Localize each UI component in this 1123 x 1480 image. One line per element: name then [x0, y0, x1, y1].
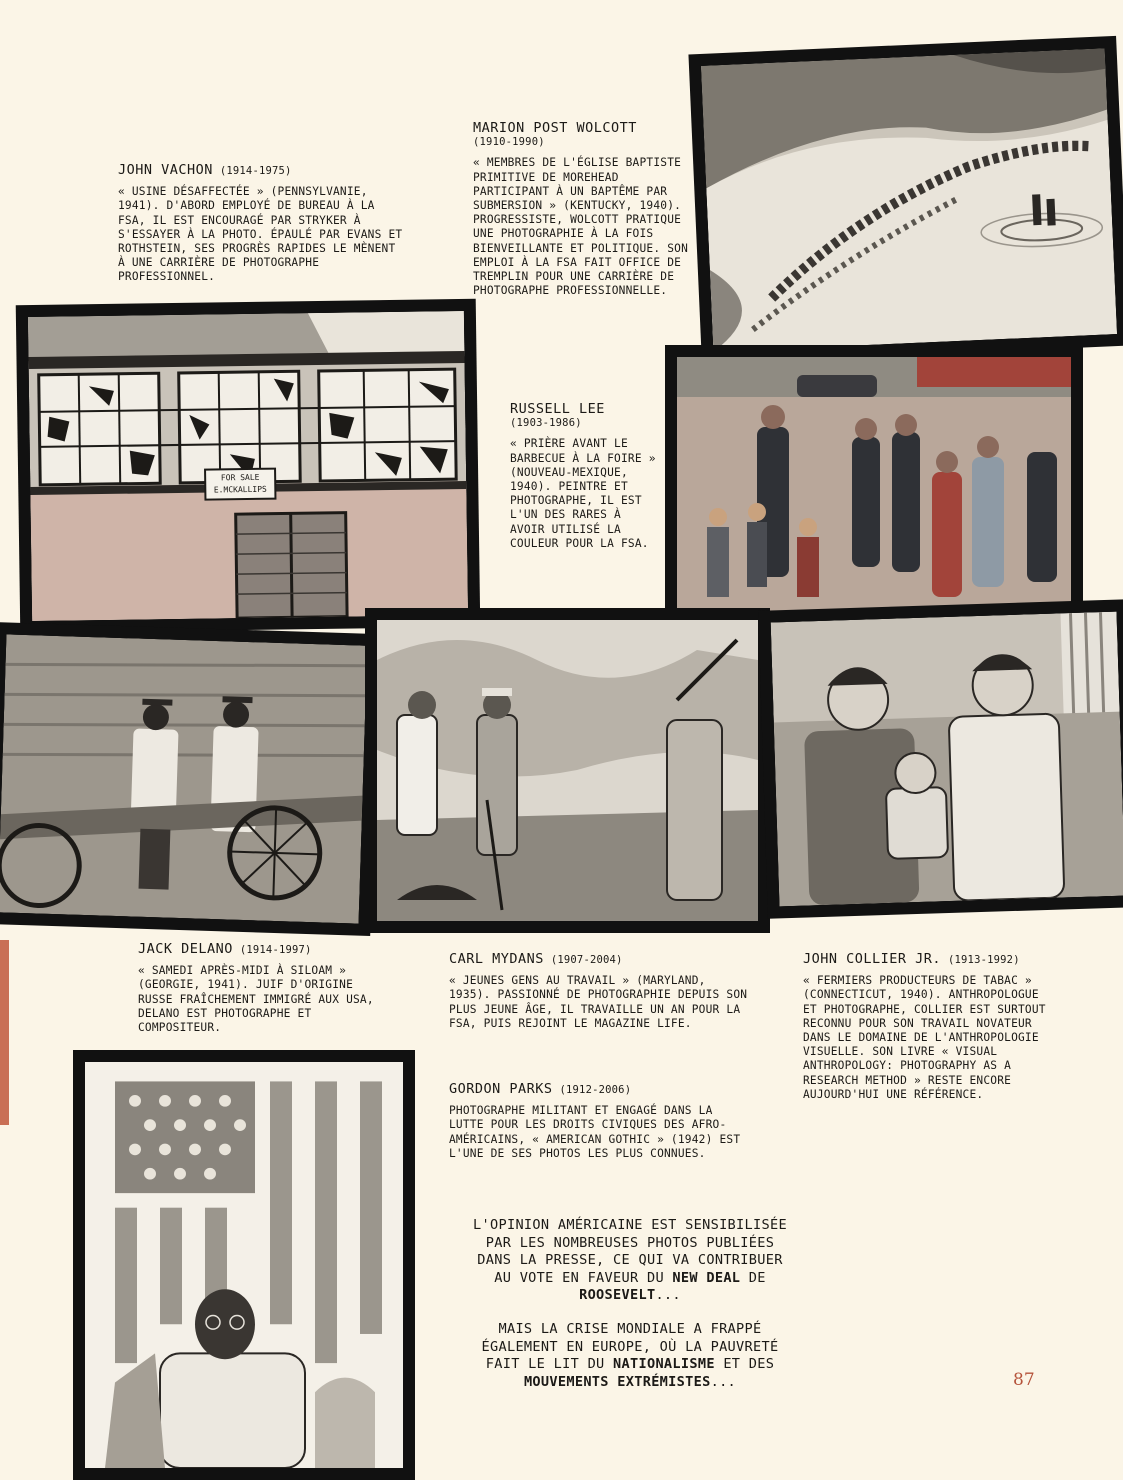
caption-vachon — [118, 163, 403, 285]
emphasis-nationalisme: NATIONALISME — [613, 1356, 715, 1373]
emphasis-mouvements-extremistes: MOUVEMENTS EXTRÉMISTES — [523, 1373, 711, 1390]
illustration-factory — [28, 311, 468, 621]
caption-lee — [510, 402, 660, 551]
photographer-name: RUSSELL LEE — [510, 401, 605, 417]
photographer-name: JACK DELANO — [138, 941, 233, 957]
photographer-dates: (1914-1997) — [239, 944, 312, 956]
caption-text: PHOTOGRAPHE MILITANT ET ENGAGÉ DANS LA LUTTE POUR LES DROITS CIVIQUES DES AFRO-AMÉRICAINS, « AMERICAN GOTHIC » (1942) EST L'UNE DE SES PHOTOS LES PLUS CONNUES. — [449, 1104, 741, 1160]
illustration-baptism — [701, 48, 1117, 351]
photographer-dates: (1903-1986) — [510, 417, 582, 430]
photographer-name: JOHN VACHON — [118, 162, 213, 178]
illustration-prayer-fair — [677, 357, 1071, 623]
caption-text: « USINE DÉSAFFECTÉE » (PENNSYLVANIE, 1941). D'ABORD EMPLOYÉ DE BUREAU À LA FSA, IL EST ENCOURAGÉ PAR STRYKER À S'ESSAYER À LA PHOTO. ÉPAULÉ PAR EVANS ET ROTHSTEIN, SES PROGRÈS RAPIDES LE MÈNENT À UNE CARRIÈRE DE PHOTOGRAPHE PROFESSIONNEL. — [118, 185, 403, 284]
page-edge-strip — [0, 940, 9, 1125]
photographer-dates: (1907-2004) — [550, 954, 623, 966]
text-run: MAIS LA CRISE MONDIALE A FRAPPÉ ÉGALEMENT EN EUROPE, OÙ LA PAUVRETÉ FAIT LE LIT DU — [481, 1320, 779, 1373]
photographer-name: MARION POST WOLCOTT — [473, 120, 637, 136]
caption-text: « JEUNES GENS AU TRAVAIL » (MARYLAND, 1935). PASSIONNÉ DE PHOTOGRAPHIE DEPUIS SON PLUS JEUNE ÂGE, IL TRAVAILLE UN AN POUR LA FSA, PUIS REJOINT LE MAGAZINE LIFE. — [449, 974, 748, 1030]
photographer-name: JOHN COLLIER JR. — [803, 951, 942, 967]
panel-vachon-factory — [16, 299, 481, 633]
caption-text: « MEMBRES DE L'ÉGLISE BAPTISTE PRIMITIVE DE MOREHEAD PARTICIPANT À UN BAPTÊME PAR SUBMERSION » (KENTUCKY, 1940). PROGRESSISTE, WOLCOTT PRATIQUE UNE PHOTOGRAPHIE À LA FOIS BIENVEILLANTE ET POLITIQUE. SON EMPLOI À LA FSA FAIT OFFICE DE TREMPLIN POUR UNE CARRIÈRE DE PHOTOGRAPHE PROFESSIONNELLE. — [473, 156, 688, 298]
illustration-american-gothic — [85, 1062, 403, 1468]
caption-wolcott — [473, 121, 688, 298]
panel-wolcott-baptism — [688, 36, 1123, 364]
caption-collier — [803, 952, 1053, 1102]
page-number: 87 — [1013, 1370, 1035, 1390]
closing-paragraph-1 — [470, 1217, 790, 1305]
panel-collier-family — [758, 599, 1123, 918]
photographer-name: CARL MYDANS — [449, 951, 544, 967]
photographer-name: GORDON PARKS — [449, 1081, 553, 1097]
sign-text-2: E.MCKALLIPS — [213, 484, 267, 495]
caption-text: « FERMIERS PRODUCTEURS DE TABAC » (CONNECTICUT, 1940). ANTHROPOLOGUE ET PHOTOGRAPHE, COLLIER EST SURTOUT RECONNU POUR SON TRAVAIL NOVATEUR DANS LE DOMAINE DE L'ANTHROPOLOGIE VISUELLE. SON LIVRE « VISUAL ANTHROPOLOGY: PHOTOGRAPHY AS A RESEARCH METHOD » RESTE ENCORE AUJOURD'HUI UNE RÉFÉRENCE. — [803, 974, 1046, 1101]
panel-lee-fair — [665, 345, 1083, 635]
closing-narration — [470, 1217, 790, 1407]
closing-paragraph-2 — [470, 1321, 790, 1391]
caption-text: « PRIÈRE AVANT LE BARBECUE À LA FOIRE » (NOUVEAU-MEXIQUE, 1940). PEINTRE ET PHOTOGRAPHE, IL EST L'UN DES RARES À AVOIR UTILISÉ LA COULEUR POUR LA FSA. — [510, 437, 656, 550]
illustration-tobacco-farmers — [771, 612, 1123, 907]
text-run: ... — [710, 1373, 737, 1390]
panel-parks-american-gothic — [73, 1050, 415, 1480]
panel-mydans-workers — [365, 608, 770, 933]
text-run: L'OPINION AMÉRICAINE EST SENSIBILISÉE PAR LES NOMBREUSES PHOTOS PUBLIÉES DANS LA PRESSE, CE QUI VA CONTRIBUER AU VOTE EN FAVEUR DU — [473, 1217, 787, 1286]
photographer-dates: (1913-1992) — [947, 954, 1020, 966]
text-run: ET DES — [714, 1356, 775, 1373]
photographer-dates: (1912-2006) — [559, 1084, 632, 1096]
sign-text: FOR SALE — [220, 472, 260, 483]
caption-text: « SAMEDI APRÈS-MIDI À SILOAM » (GEORGIE, 1941). JUIF D'ORIGINE RUSSE FRAÎCHEMENT IMMIGRÉ AUX USA, DELANO EST PHOTOGRAPHE ET COMPOSITEUR. — [138, 964, 374, 1035]
illustration-wagon — [0, 634, 367, 923]
emphasis-roosevelt: ROOSEVELT — [579, 1287, 656, 1304]
caption-mydans — [449, 952, 749, 1031]
text-run: ... — [655, 1287, 681, 1304]
photographer-dates: (1914-1975) — [219, 165, 292, 177]
emphasis-new-deal: NEW DEAL — [672, 1269, 741, 1286]
illustration-young-workers — [377, 620, 758, 921]
panel-delano-wagon — [0, 622, 380, 936]
text-run: DE — [740, 1269, 766, 1286]
caption-parks — [449, 1082, 749, 1161]
photographer-dates: (1910-1990) — [473, 136, 545, 149]
caption-delano — [138, 942, 388, 1035]
